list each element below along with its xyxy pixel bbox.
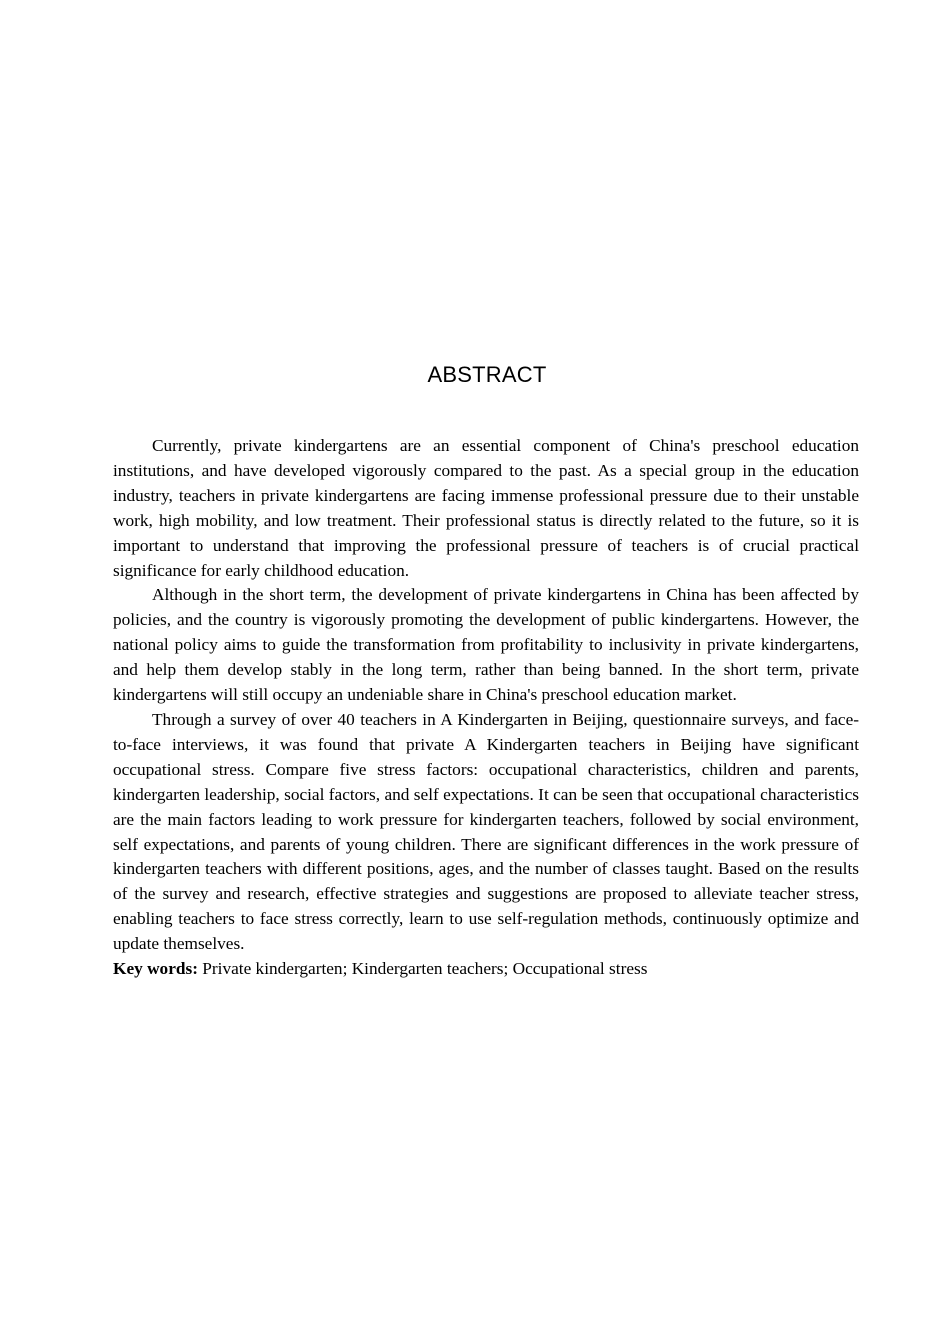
keywords-value: Private kindergarten; Kindergarten teachers; Occupational stress [197, 959, 648, 979]
abstract-paragraph-3: Through a survey of over 40 teachers in A Kindergarten in Beijing, questionnaire surveys, and face-to-face interviews, it was found that private A Kindergarten teachers in Beijing have significant occupational stress. Compare five stress factors: occupational characteristics, children and parents, kindergarten leadership, social factors, and self expectations. It can be seen that occupational characteristics are the main factors leading to work pressure for kindergarten teachers, followed by social environment, self expectations, and parents of young children. There are significant differences in the work pressure of kindergarten teachers with different positions, ages, and the number of classes taught. Based on the results of the survey and research, effective strategies and suggestions are proposed to alleviate teacher stress, enabling teachers to face stress correctly, learn to use self-regulation methods, continuously optimize and update themselves. [113, 709, 859, 954]
keywords-line [113, 957, 859, 982]
keywords-label: Key words: [113, 959, 198, 979]
abstract-paragraph-1: Currently, private kindergartens are an essential component of China's preschool education institutions, and have developed vigorously compared to the past. As a special group in the education industry, teachers in private kindergartens are facing immense professional pressure due to their unstable work, high mobility, and low treatment. Their professional status is directly related to the future, so it is important to understand that improving the professional pressure of teachers is of crucial practical significance for early childhood education. [113, 436, 859, 580]
abstract-title: ABSTRACT [427, 362, 547, 387]
abstract-paragraph-2: Although in the short term, the development of private kindergartens in China has been affected by policies, and the country is vigorously promoting the development of public kindergartens. However, the national policy aims to guide the transformation from profitability to inclusivity in private kindergartens, and help them develop stably in the long term, rather than being banned. In the short term, private kindergartens will still occupy an undeniable share in China's preschool education market. [113, 585, 859, 705]
abstract-body [113, 434, 859, 982]
